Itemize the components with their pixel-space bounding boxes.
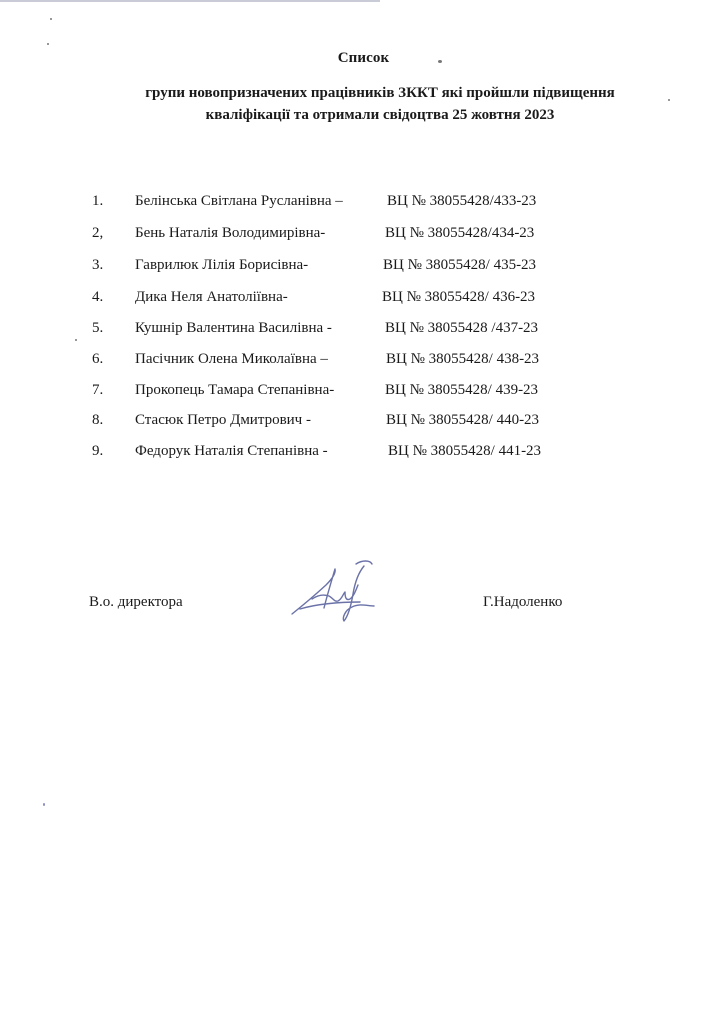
item-number: 8. [92, 412, 104, 428]
list-item [0, 379, 727, 401]
list-item [0, 190, 727, 212]
scan-speck [75, 339, 77, 341]
item-number: 7. [92, 382, 104, 398]
item-certificate: ВЦ № 38055428/ 438-23 [386, 351, 540, 367]
signature-stroke [312, 585, 358, 601]
item-certificate: ВЦ № 38055428/433-23 [387, 193, 537, 209]
item-certificate: ВЦ № 38055428/ 435-23 [383, 257, 537, 273]
list-item [0, 254, 727, 276]
director-position: В.о. директора [89, 594, 183, 610]
item-number: 6. [92, 351, 104, 367]
document-title: Список [337, 50, 390, 66]
item-name: Прокопець Тамара Степанівна- [135, 382, 335, 398]
item-number: 4. [92, 289, 104, 305]
scan-speck [668, 99, 670, 101]
item-number: 1. [92, 193, 104, 209]
item-name: Белінська Світлана Русланівна – [135, 193, 343, 209]
item-number: 2, [92, 225, 104, 241]
item-certificate: ВЦ № 38055428/ 436-23 [382, 289, 536, 305]
item-name: Кушнір Валентина Василівна - [135, 320, 332, 336]
item-name: Дика Неля Анатоліївна- [135, 289, 288, 305]
item-name: Стасюк Петро Дмитрович - [135, 412, 311, 428]
scan-edge [0, 0, 380, 2]
item-certificate: ВЦ № 38055428 /437-23 [385, 320, 539, 336]
scan-speck [47, 43, 49, 45]
item-number: 3. [92, 257, 104, 273]
signature-stroke [356, 561, 372, 564]
item-certificate: ВЦ № 38055428/434-23 [385, 225, 535, 241]
item-certificate: ВЦ № 38055428/ 440-23 [386, 412, 540, 428]
item-name: Федорук Наталія Степанівна - [135, 443, 328, 459]
signature-icon [282, 552, 392, 632]
item-certificate: ВЦ № 38055428/ 441-23 [388, 443, 542, 459]
document-subtitle [110, 82, 650, 126]
signature-stroke [343, 566, 374, 621]
list-item [0, 317, 727, 339]
list-item [0, 348, 727, 370]
item-name: Пасічник Олена Миколаївна – [135, 351, 328, 367]
subtitle-line: кваліфікації та отримали свідоцтва 25 жовтня 2023 [205, 107, 555, 123]
list-item [0, 222, 727, 244]
list-item [0, 440, 727, 462]
list-item [0, 409, 727, 431]
scan-speck [43, 803, 45, 806]
signature-stroke [292, 569, 335, 614]
subtitle-line: групи новопризначених працівників ЗККТ які пройшли підвищення [145, 85, 615, 101]
item-certificate: ВЦ № 38055428/ 439-23 [385, 382, 539, 398]
item-number: 9. [92, 443, 104, 459]
item-name: Гаврилюк Лілія Борисівна- [135, 257, 309, 273]
item-number: 5. [92, 320, 104, 336]
scan-speck [50, 18, 52, 20]
item-name: Бень Наталія Володимирівна- [135, 225, 326, 241]
director-name: Г.Надоленко [483, 594, 563, 610]
list-item [0, 286, 727, 308]
